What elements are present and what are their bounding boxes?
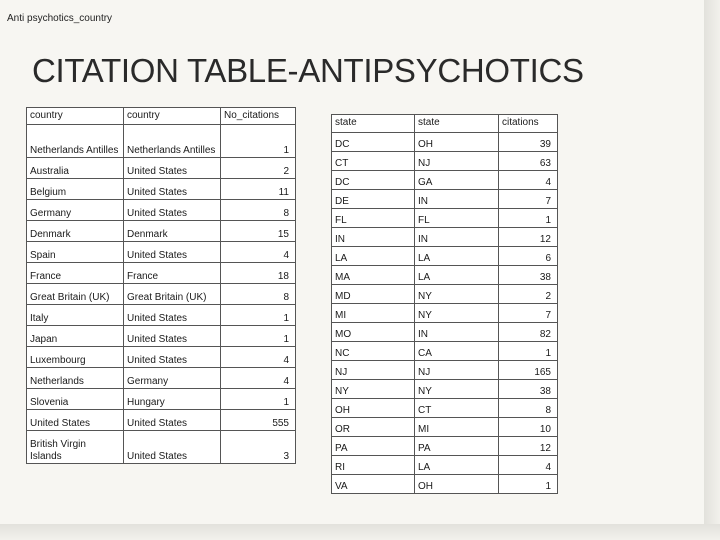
table-cell: United States	[27, 410, 124, 431]
table-cell: France	[27, 263, 124, 284]
table-cell: PA	[415, 437, 499, 456]
country-citation-table	[26, 107, 296, 464]
table-cell: NY	[415, 380, 499, 399]
table-cell: CA	[415, 342, 499, 361]
table-row	[27, 158, 296, 179]
slide-edge-bottom	[0, 524, 720, 540]
table-cell: Great Britain (UK)	[27, 284, 124, 305]
table-cell: DE	[332, 190, 415, 209]
column-header: country	[27, 108, 124, 125]
table-cell: LA	[415, 266, 499, 285]
table-cell: NY	[415, 285, 499, 304]
table-cell: CT	[415, 399, 499, 418]
table-cell: Netherlands Antilles	[27, 125, 124, 158]
table-row	[27, 326, 296, 347]
citation-count-cell: 4	[221, 347, 296, 368]
table-cell: LA	[332, 247, 415, 266]
page-title: CITATION TABLE-ANTIPSYCHOTICS	[32, 52, 584, 89]
column-header: No_citations	[221, 108, 296, 125]
table-cell: Japan	[27, 326, 124, 347]
table-cell: NC	[332, 342, 415, 361]
citation-count-cell: 1	[499, 475, 558, 494]
table-cell: OH	[332, 399, 415, 418]
table-cell: LA	[415, 456, 499, 475]
table-cell: United States	[124, 347, 221, 368]
citation-count-cell: 2	[221, 158, 296, 179]
table-cell: Belgium	[27, 179, 124, 200]
table-header-row	[27, 108, 296, 125]
table-row	[27, 263, 296, 284]
citation-count-cell: 18	[221, 263, 296, 284]
table-cell: Denmark	[27, 221, 124, 242]
citation-count-cell: 2	[499, 285, 558, 304]
table-header-row	[332, 115, 558, 133]
table-cell: MO	[332, 323, 415, 342]
column-header: citations	[499, 115, 558, 133]
column-header: state	[332, 115, 415, 133]
citation-count-cell: 4	[221, 368, 296, 389]
citation-count-cell: 38	[499, 266, 558, 285]
table-row	[27, 284, 296, 305]
table-row	[332, 399, 558, 418]
table-cell: IN	[415, 190, 499, 209]
citation-count-cell: 10	[499, 418, 558, 437]
citation-count-cell: 12	[499, 228, 558, 247]
citation-count-cell: 4	[499, 171, 558, 190]
table-cell: Italy	[27, 305, 124, 326]
table-cell: IN	[415, 323, 499, 342]
table-cell: PA	[332, 437, 415, 456]
table-row	[332, 456, 558, 475]
table-row	[27, 368, 296, 389]
table-cell: Germany	[27, 200, 124, 221]
slide-header: Anti psychotics_country	[7, 13, 113, 24]
table-cell: RI	[332, 456, 415, 475]
citation-count-cell: 4	[221, 242, 296, 263]
slide-edge-right	[704, 0, 720, 540]
table-cell: NY	[332, 380, 415, 399]
citation-count-cell: 1	[221, 326, 296, 347]
table-cell: Denmark	[124, 221, 221, 242]
table-cell: CT	[332, 152, 415, 171]
citation-count-cell: 1	[221, 389, 296, 410]
table-cell: NJ	[415, 361, 499, 380]
table-cell: United States	[124, 431, 221, 464]
table-row	[27, 200, 296, 221]
table-cell: Spain	[27, 242, 124, 263]
citation-count-cell: 8	[221, 284, 296, 305]
citation-count-cell: 3	[221, 431, 296, 464]
table-cell: France	[124, 263, 221, 284]
table-cell: MA	[332, 266, 415, 285]
table-cell: OH	[415, 475, 499, 494]
table-cell: VA	[332, 475, 415, 494]
table-cell: MD	[332, 285, 415, 304]
citation-count-cell: 38	[499, 380, 558, 399]
citation-count-cell: 15	[221, 221, 296, 242]
citation-count-cell: 39	[499, 133, 558, 152]
table-cell: FL	[332, 209, 415, 228]
table-row	[332, 190, 558, 209]
citation-count-cell: 1	[499, 342, 558, 361]
citation-count-cell: 82	[499, 323, 558, 342]
table-cell: Great Britain (UK)	[124, 284, 221, 305]
table-cell: LA	[415, 247, 499, 266]
table-cell: IN	[332, 228, 415, 247]
table-row	[332, 228, 558, 247]
citation-count-cell: 8	[499, 399, 558, 418]
table-row	[332, 133, 558, 152]
table-cell: United States	[124, 179, 221, 200]
table-cell: Germany	[124, 368, 221, 389]
table-row	[332, 437, 558, 456]
citation-count-cell: 11	[221, 179, 296, 200]
column-header: state	[415, 115, 499, 133]
citation-count-cell: 1	[221, 305, 296, 326]
table-row	[332, 266, 558, 285]
table-cell: NY	[415, 304, 499, 323]
table-cell: United States	[124, 305, 221, 326]
table-cell: United States	[124, 410, 221, 431]
table-row	[27, 305, 296, 326]
table-row	[332, 171, 558, 190]
citation-count-cell: 7	[499, 304, 558, 323]
citation-count-cell: 7	[499, 190, 558, 209]
citation-count-cell: 1	[221, 125, 296, 158]
table-row	[332, 304, 558, 323]
table-cell: DC	[332, 133, 415, 152]
table-cell: NJ	[415, 152, 499, 171]
citation-count-cell: 555	[221, 410, 296, 431]
citation-count-cell: 12	[499, 437, 558, 456]
table-cell: United States	[124, 200, 221, 221]
table-cell: United States	[124, 242, 221, 263]
table-row	[27, 431, 296, 464]
table-cell: Slovenia	[27, 389, 124, 410]
table-row	[332, 247, 558, 266]
table-row	[27, 410, 296, 431]
table-row	[332, 323, 558, 342]
table-row	[332, 152, 558, 171]
table-cell: British Virgin Islands	[27, 431, 124, 464]
table-cell: MI	[415, 418, 499, 437]
citation-count-cell: 1	[499, 209, 558, 228]
table-row	[27, 347, 296, 368]
table-cell: Luxembourg	[27, 347, 124, 368]
table-row	[27, 221, 296, 242]
table-cell: DC	[332, 171, 415, 190]
table-row	[332, 209, 558, 228]
table-row	[27, 179, 296, 200]
citation-count-cell: 63	[499, 152, 558, 171]
table-row	[332, 285, 558, 304]
table-cell: Australia	[27, 158, 124, 179]
column-header: country	[124, 108, 221, 125]
table-cell: OH	[415, 133, 499, 152]
table-cell: OR	[332, 418, 415, 437]
table-row	[27, 242, 296, 263]
citation-count-cell: 6	[499, 247, 558, 266]
state-citation-table	[331, 114, 558, 494]
table-cell: United States	[124, 326, 221, 347]
citation-count-cell: 165	[499, 361, 558, 380]
table-cell: Hungary	[124, 389, 221, 410]
table-row	[27, 125, 296, 158]
table-cell: United States	[124, 158, 221, 179]
table-cell: FL	[415, 209, 499, 228]
citation-count-cell: 8	[221, 200, 296, 221]
table-cell: Netherlands Antilles	[124, 125, 221, 158]
table-cell: GA	[415, 171, 499, 190]
table-row	[332, 475, 558, 494]
table-cell: MI	[332, 304, 415, 323]
table-cell: Netherlands	[27, 368, 124, 389]
table-row	[332, 380, 558, 399]
citation-count-cell: 4	[499, 456, 558, 475]
table-row	[332, 342, 558, 361]
table-cell: IN	[415, 228, 499, 247]
table-row	[332, 361, 558, 380]
table-row	[27, 389, 296, 410]
table-cell: NJ	[332, 361, 415, 380]
table-row	[332, 418, 558, 437]
